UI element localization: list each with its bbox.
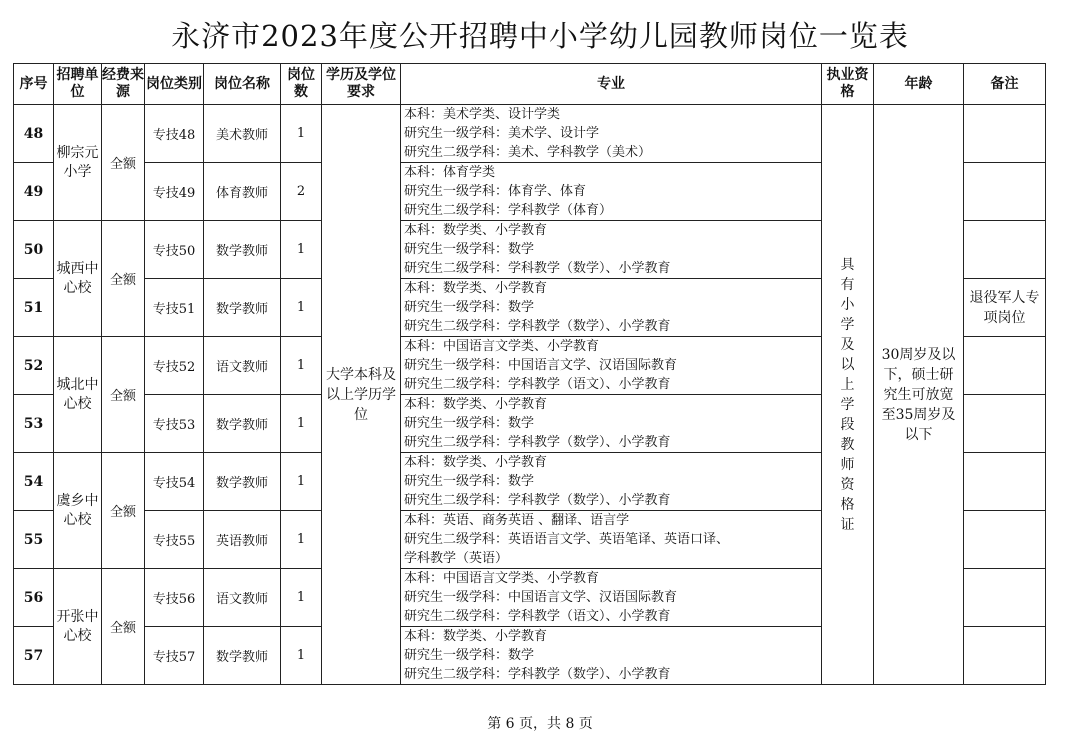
header-major: 专业 [401,64,822,105]
header-edu: 学历及学位要求 [322,64,401,105]
major-line: 研究生二级学科：学科教学（数学）、小学教育 [404,261,671,276]
row-category: 专技51 [145,279,204,337]
row-note [964,337,1046,395]
unit-name [54,569,102,685]
major-requirements [401,627,822,685]
row-count: 1 [281,279,322,337]
funding-source: 全额 [102,337,145,453]
major-line: 研究生二级学科：英语语言文学、英语笔译、英语口译、 [404,532,730,547]
major-requirements [401,337,822,395]
age-requirement [874,105,964,685]
unit-name-text: 城西中心校 [56,260,99,296]
row-number: 55 [14,511,54,569]
major-line: 本科：数学类、小学教育 [404,397,548,412]
header-position: 岗位名称 [204,64,281,105]
header-age: 年龄 [874,64,964,105]
major-line: 本科：数学类、小学教育 [404,223,548,238]
row-category: 专技57 [145,627,204,685]
unit-name-text: 虞乡中心校 [56,492,99,528]
major-line: 研究生二级学科：学科教学（数学）、小学教育 [404,493,671,508]
row-note [964,395,1046,453]
row-number: 48 [14,105,54,163]
major-line: 研究生二级学科：学科教学（语文）、小学教育 [404,609,671,624]
row-number: 54 [14,453,54,511]
row-position: 语文教师 [204,337,281,395]
row-position: 美术教师 [204,105,281,163]
unit-name [54,105,102,221]
major-line: 研究生一级学科：体育学、体育 [404,184,587,199]
row-count: 1 [281,221,322,279]
row-number: 57 [14,627,54,685]
row-count: 1 [281,511,322,569]
major-line: 本科：中国语言文学类、小学教育 [404,339,600,354]
major-requirements [401,569,822,627]
unit-name-text: 柳宗元小学 [56,144,99,180]
row-category: 专技55 [145,511,204,569]
major-line: 学科教学（英语） [404,551,509,566]
row-number: 50 [14,221,54,279]
age-requirement-text: 30周岁及以下，硕士研究生可放宽至35周岁及以下 [881,346,956,443]
row-count: 1 [281,337,322,395]
row-number: 51 [14,279,54,337]
major-line: 研究生二级学科：学科教学（数学）、小学教育 [404,667,671,682]
row-note [964,105,1046,163]
major-line: 研究生一级学科：美术学、设计学 [404,126,600,141]
major-line: 研究生一级学科：数学 [404,300,535,315]
header-note: 备注 [964,64,1046,105]
row-note [964,221,1046,279]
major-requirements [401,221,822,279]
unit-name [54,453,102,569]
row-count: 1 [281,569,322,627]
major-line: 研究生一级学科：中国语言文学、汉语国际教育 [404,590,678,605]
row-position: 数学教师 [204,453,281,511]
row-position: 语文教师 [204,569,281,627]
page-footer: 第 6 页，共 8 页 [487,716,593,732]
row-position: 数学教师 [204,627,281,685]
header-funding: 经费来源 [102,64,145,105]
row-position: 数学教师 [204,279,281,337]
major-line: 研究生二级学科：学科教学（体育） [404,203,613,218]
major-requirements [401,395,822,453]
row-position: 英语教师 [204,511,281,569]
unit-name-text: 开张中心校 [56,608,99,644]
major-requirements [401,453,822,511]
row-note [964,163,1046,221]
major-line: 研究生二级学科：学科教学（数学）、小学教育 [404,435,671,450]
major-line: 研究生一级学科：数学 [404,474,535,489]
row-position: 数学教师 [204,221,281,279]
row-count: 1 [281,105,322,163]
major-line: 本科：中国语言文学类、小学教育 [404,571,600,586]
row-note [964,279,1046,337]
table-body [14,105,1046,685]
row-count: 2 [281,163,322,221]
header-category: 岗位类别 [145,64,204,105]
major-line: 本科：美术学类、设计学类 [404,107,561,122]
row-number: 56 [14,569,54,627]
certificate-requirement [822,105,874,685]
major-line: 研究生二级学科：学科教学（语文）、小学教育 [404,377,671,392]
major-line: 研究生二级学科：学科教学（数学）、小学教育 [404,319,671,334]
unit-name [54,337,102,453]
row-note [964,453,1046,511]
funding-source: 全额 [102,569,145,685]
major-requirements [401,279,822,337]
row-category: 专技56 [145,569,204,627]
row-number: 49 [14,163,54,221]
positions-table [13,63,1046,685]
certificate-requirement-text: 具有小学及以上学段教师资格证 [840,256,855,533]
header-no: 序号 [14,64,54,105]
row-category: 专技50 [145,221,204,279]
major-line: 研究生一级学科：数学 [404,648,535,663]
row-category: 专技53 [145,395,204,453]
row-note-text: 退役军人专项岗位 [969,289,1040,326]
row-count: 1 [281,395,322,453]
major-line: 研究生一级学科：中国语言文学、汉语国际教育 [404,358,678,373]
row-note [964,511,1046,569]
major-requirements [401,163,822,221]
major-requirements [401,105,822,163]
funding-source: 全额 [102,105,145,221]
funding-source: 全额 [102,453,145,569]
row-category: 专技54 [145,453,204,511]
major-line: 研究生二级学科：美术、学科教学（美术） [404,145,652,160]
table-header-row [14,64,1046,105]
row-position: 体育教师 [204,163,281,221]
row-note [964,627,1046,685]
major-line: 本科：数学类、小学教育 [404,629,548,644]
funding-source: 全额 [102,221,145,337]
header-cert: 执业资格 [822,64,874,105]
header-unit: 招聘单位 [54,64,102,105]
major-line: 研究生一级学科：数学 [404,416,535,431]
major-line: 本科：数学类、小学教育 [404,455,548,470]
major-line: 本科：体育学类 [404,165,496,180]
row-number: 53 [14,395,54,453]
row-number: 52 [14,337,54,395]
row-note [964,569,1046,627]
row-category: 专技52 [145,337,204,395]
row-category: 专技49 [145,163,204,221]
row-position: 数学教师 [204,395,281,453]
header-count: 岗位数 [281,64,322,105]
major-line: 本科：数学类、小学教育 [404,281,548,296]
major-line: 研究生一级学科：数学 [404,242,535,257]
document-title: 永济市2023年度公开招聘中小学幼儿园教师岗位一览表 [171,19,909,53]
table-row [14,105,1046,163]
unit-name-text: 城北中心校 [56,376,99,412]
major-line: 本科：英语、商务英语 、翻译、语言学 [404,513,630,528]
unit-name [54,221,102,337]
row-category: 专技48 [145,105,204,163]
major-requirements [401,511,822,569]
row-count: 1 [281,627,322,685]
row-count: 1 [281,453,322,511]
education-requirement: 大学本科及以上学历学位 [322,105,401,685]
